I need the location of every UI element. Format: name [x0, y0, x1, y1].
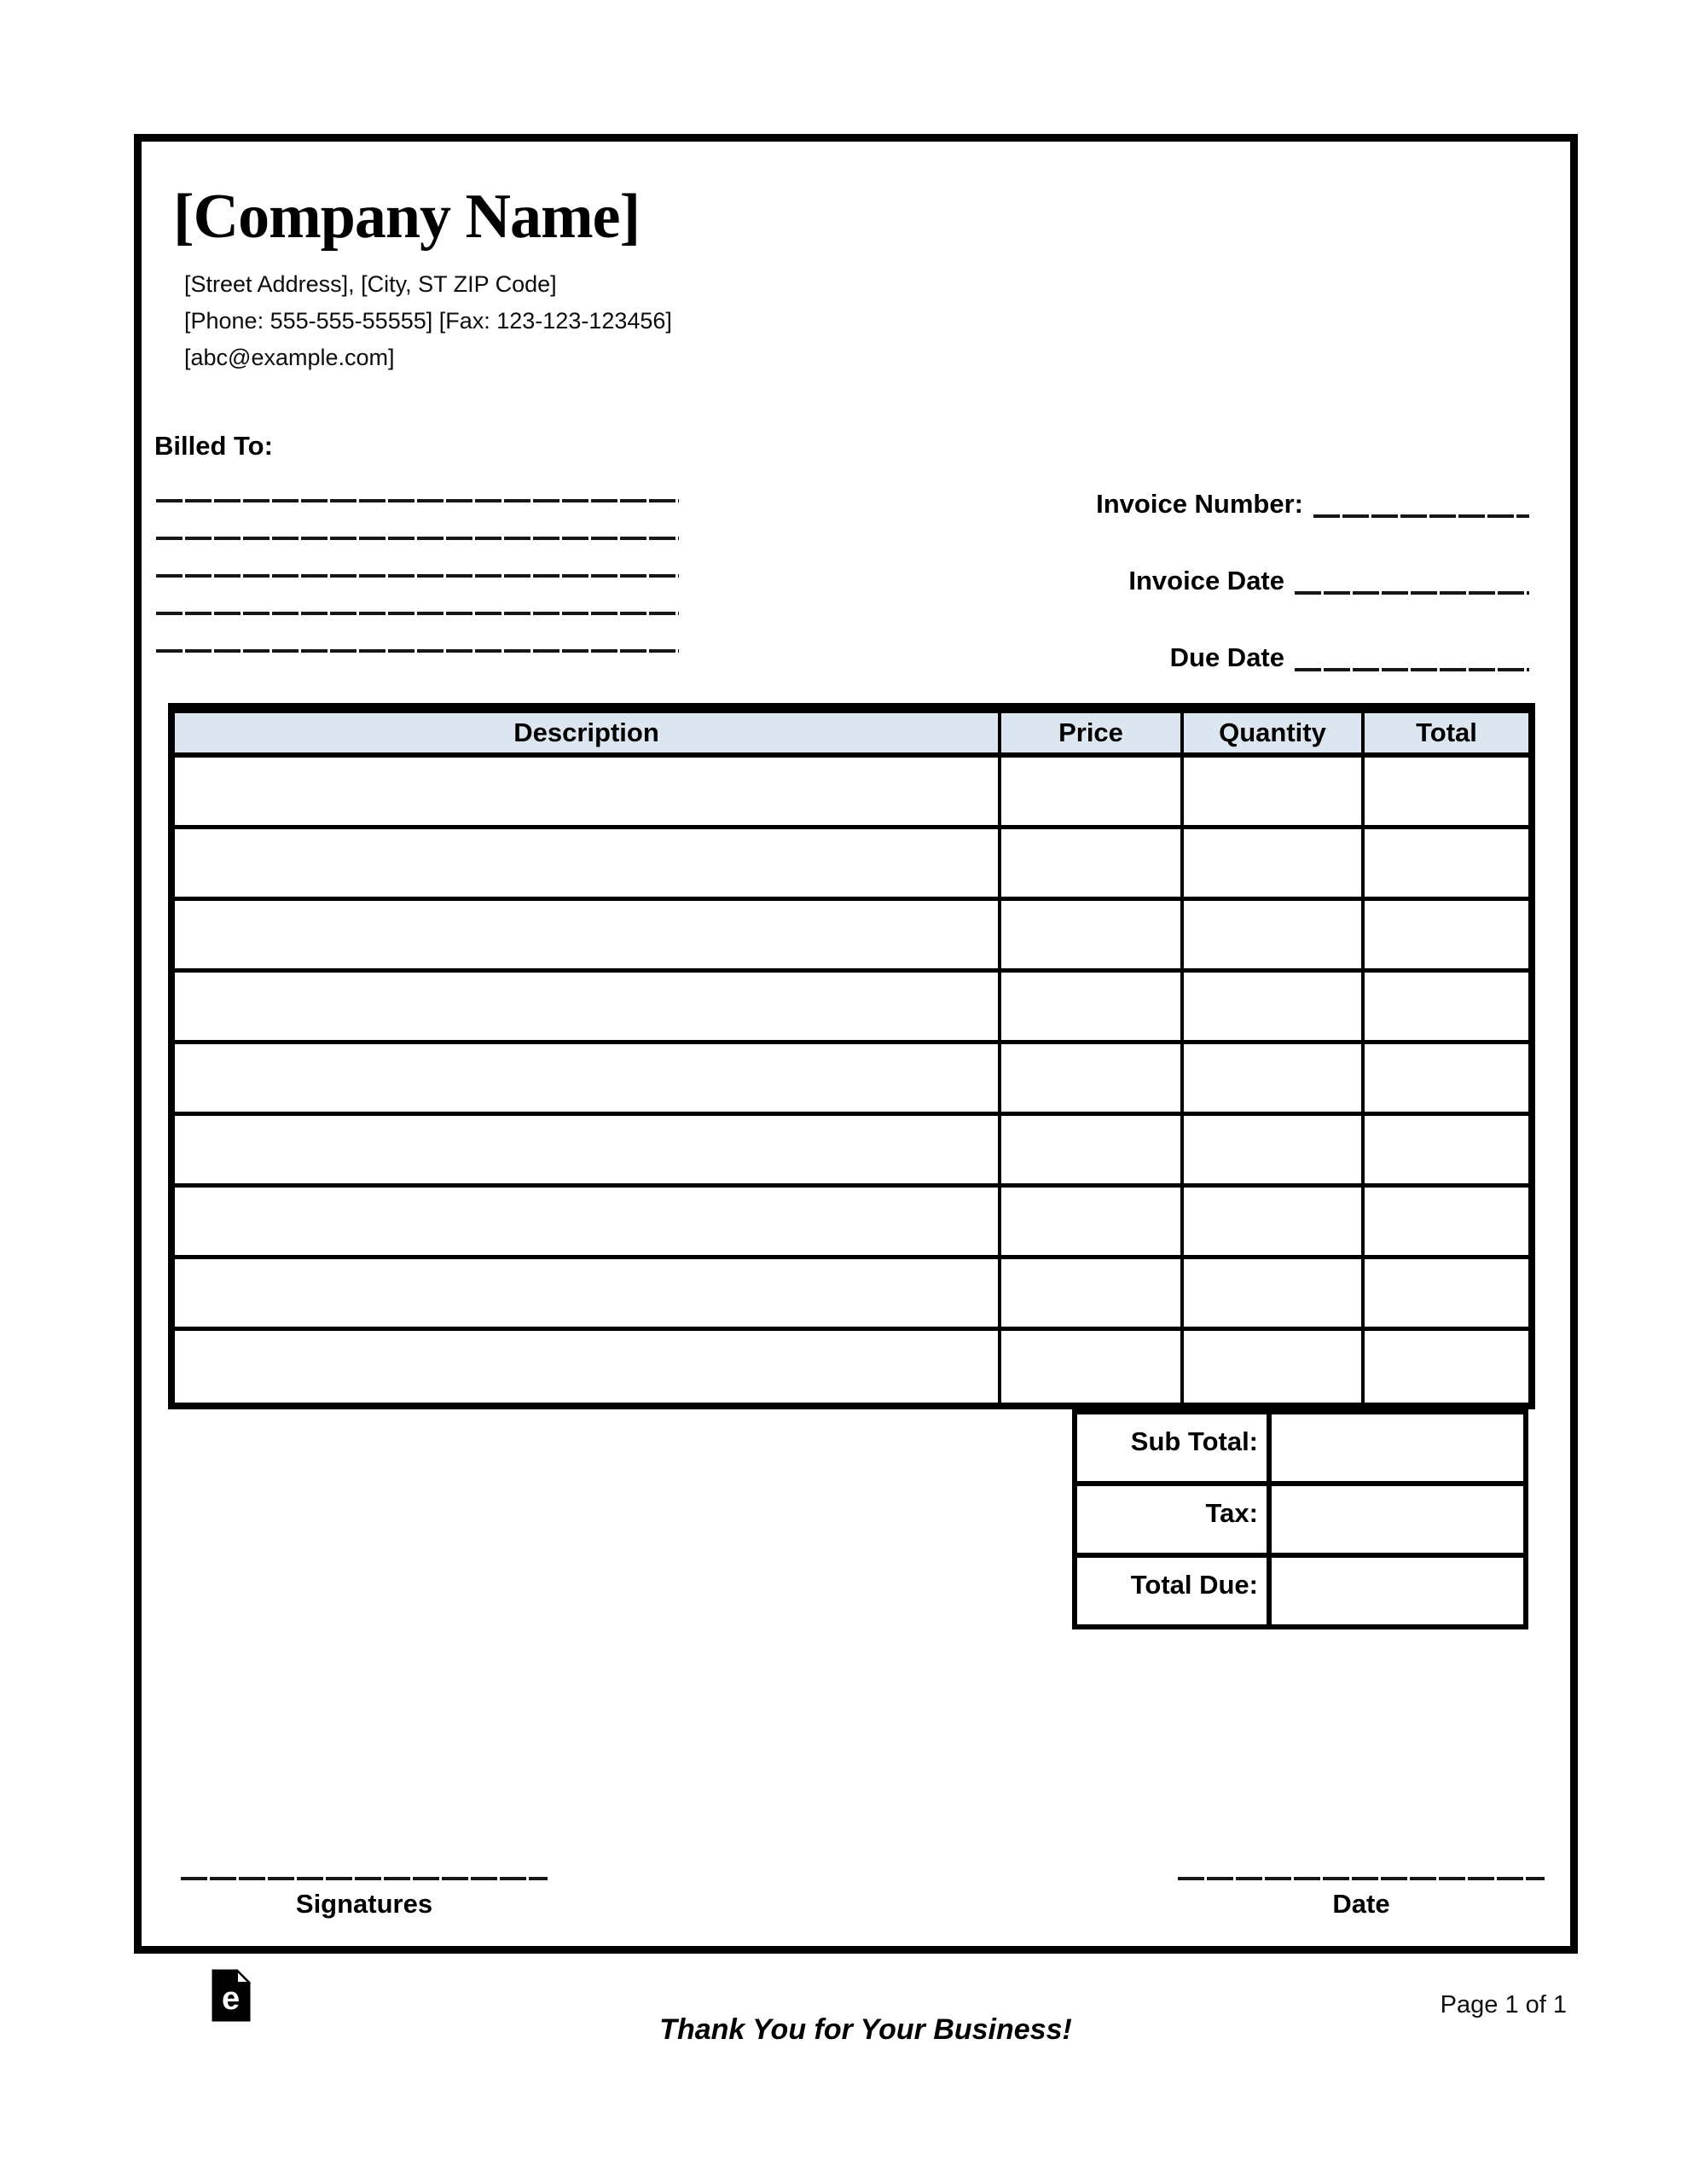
- item-quantity-cell: [1184, 758, 1365, 829]
- item-description-cell: [175, 758, 1001, 829]
- date-blank-line: [1178, 1877, 1545, 1880]
- item-price-cell: [1001, 1331, 1184, 1403]
- item-quantity-cell: [1184, 973, 1365, 1044]
- column-header-total: Total: [1365, 713, 1528, 758]
- invoice-number-row: [1096, 488, 1529, 520]
- total-due-label: Total Due:: [1077, 1558, 1272, 1624]
- item-quantity-cell: [1184, 829, 1365, 901]
- item-description-cell: [175, 973, 1001, 1044]
- company-phone-fax: [Phone: 555-555-55555] [Fax: 123-123-123456]: [184, 308, 672, 334]
- total-due-value-cell: [1272, 1558, 1523, 1624]
- page-indicator: Page 1 of 1: [1440, 1991, 1567, 2018]
- item-description-cell: [175, 1259, 1001, 1331]
- billed-to-blank-line: [156, 649, 679, 653]
- item-description-cell: [175, 829, 1001, 901]
- item-total-cell: [1365, 1331, 1528, 1403]
- billed-to-blank-line: [156, 574, 679, 578]
- item-price-cell: [1001, 1188, 1184, 1259]
- billed-to-blank-line: [156, 537, 679, 540]
- item-description-cell: [175, 1044, 1001, 1116]
- sub-total-label: Sub Total:: [1077, 1414, 1272, 1486]
- sub-total-value-cell: [1272, 1414, 1523, 1486]
- column-header-description: Description: [175, 713, 1001, 758]
- item-price-cell: [1001, 901, 1184, 973]
- item-total-cell: [1365, 901, 1528, 973]
- thank-you-message: Thank You for Your Business!: [659, 2013, 1072, 2046]
- item-quantity-cell: [1184, 1331, 1365, 1403]
- item-total-cell: [1365, 758, 1528, 829]
- item-total-cell: [1365, 1116, 1528, 1188]
- item-price-cell: [1001, 829, 1184, 901]
- company-address-block: [184, 266, 672, 376]
- company-name: [Company Name]: [173, 182, 641, 252]
- item-total-cell: [1365, 1044, 1528, 1116]
- billed-to-label: Billed To:: [154, 431, 273, 461]
- column-header-quantity: Quantity: [1184, 713, 1365, 758]
- column-header-price: Price: [1001, 713, 1184, 758]
- item-price-cell: [1001, 1044, 1184, 1116]
- invoice-number-label: Invoice Number:: [1096, 489, 1303, 519]
- invoice-date-label: Invoice Date: [1128, 566, 1284, 595]
- item-price-cell: [1001, 973, 1184, 1044]
- totals-box: [1072, 1409, 1528, 1629]
- company-street-address: [Street Address], [City, ST ZIP Code]: [184, 271, 557, 297]
- invoice-number-blank-line: [1313, 514, 1529, 518]
- item-total-cell: [1365, 829, 1528, 901]
- tax-label: Tax:: [1077, 1486, 1272, 1558]
- item-description-cell: [175, 1331, 1001, 1403]
- invoice-date-blank-line: [1295, 591, 1529, 595]
- item-quantity-cell: [1184, 901, 1365, 973]
- item-quantity-cell: [1184, 1188, 1365, 1259]
- eforms-logo-icon: [212, 1969, 251, 2026]
- item-quantity-cell: [1184, 1259, 1365, 1331]
- signatures-blank-line: [181, 1877, 548, 1880]
- item-total-cell: [1365, 1188, 1528, 1259]
- company-email: [abc@example.com]: [184, 345, 395, 370]
- item-description-cell: [175, 1116, 1001, 1188]
- billed-to-blank-line: [156, 612, 679, 615]
- item-quantity-cell: [1184, 1116, 1365, 1188]
- item-price-cell: [1001, 1116, 1184, 1188]
- item-price-cell: [1001, 758, 1184, 829]
- item-description-cell: [175, 901, 1001, 973]
- item-price-cell: [1001, 1259, 1184, 1331]
- billed-to-blank-line: [156, 499, 679, 502]
- item-description-cell: [175, 1188, 1001, 1259]
- due-date-row: [1170, 642, 1529, 674]
- due-date-blank-line: [1295, 668, 1529, 671]
- due-date-label: Due Date: [1169, 642, 1284, 672]
- item-total-cell: [1365, 973, 1528, 1044]
- svg-text:e: e: [222, 1981, 241, 2017]
- signatures-label: Signatures: [295, 1889, 433, 1919]
- date-label: Date: [1332, 1889, 1390, 1919]
- invoice-date-row: [1128, 565, 1529, 597]
- tax-value-cell: [1272, 1486, 1523, 1558]
- item-total-cell: [1365, 1259, 1528, 1331]
- item-quantity-cell: [1184, 1044, 1365, 1116]
- items-table: [168, 703, 1535, 1409]
